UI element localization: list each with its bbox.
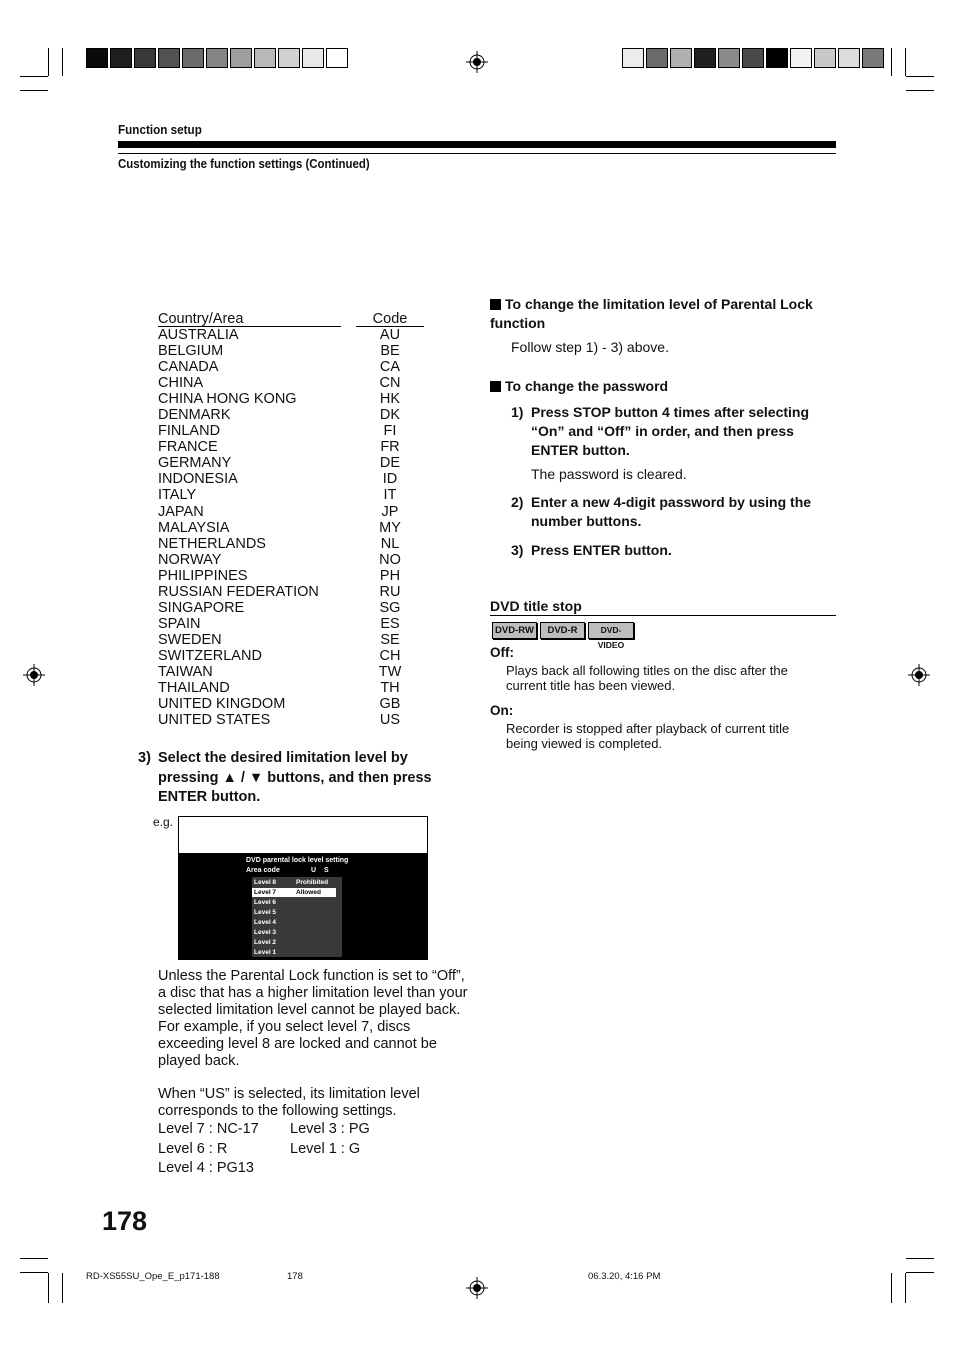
color-swatch [278,48,300,68]
registration-mark-icon [23,664,45,686]
table-row [158,375,424,391]
table-row [158,568,424,584]
bullet-square-icon [490,299,501,310]
color-swatch [646,48,668,68]
osd-level-list [252,877,342,957]
badge-dvd-rw: DVD-RW [492,622,537,639]
table-row [158,664,424,680]
color-swatch [86,48,108,68]
osd-level-status: Allowed [296,889,321,896]
color-swatch [158,48,180,68]
table-row [158,455,424,471]
crop-mark [891,48,892,76]
country-code: DK [379,407,401,424]
country-code: BE [380,343,400,360]
country-code: HK [379,391,401,408]
color-swatch [838,48,860,68]
country-code: TW [378,663,402,680]
color-swatch [254,48,276,68]
subsection-title: Customizing the function settings (Continued) [118,156,370,171]
country-name: NORWAY [158,551,222,568]
country-code: FI [383,423,397,440]
color-swatch [862,48,884,68]
country-code: AU [379,327,401,343]
on-description: Recorder is stopped after playback of current title being viewed is completed. [506,721,790,751]
country-code: CH [379,647,401,664]
table-row [158,536,424,552]
step-1-text: Press STOP button 4 times after selecting “On” and “Off” in order, and then press ENTER button. [531,404,810,458]
crop-mark [906,1272,934,1273]
country-code: DE [379,455,401,472]
osd-level-item[interactable] [252,918,342,927]
step-1-number: 1) [511,404,524,420]
off-label: Off: [490,645,514,660]
level-1-rating: Level 1 : G [290,1141,361,1157]
country-code: US [379,712,401,729]
heading-change-level [490,295,836,333]
table-row [158,696,424,712]
crop-mark [20,76,48,77]
crop-mark [905,1273,906,1303]
color-swatch [622,48,644,68]
country-name: RUSSIAN FEDERATION [158,583,319,600]
table-row [158,504,424,520]
country-name: UNITED STATES [158,712,271,729]
country-code: MY [379,519,401,536]
country-code-table [158,311,424,728]
country-name: AUSTRALIA [158,327,239,343]
column-header-country: Country/Area [158,311,341,327]
step-1-note: The password is cleared. [531,466,687,482]
registration-mark-icon [466,51,488,73]
table-row [158,616,424,632]
osd-title: DVD parental lock level setting [246,857,349,864]
crop-mark [20,90,48,91]
table-row [158,359,424,375]
country-code: CA [379,359,401,376]
country-name: PHILIPPINES [158,567,248,584]
crop-mark [906,90,934,91]
footer-filename: RD-XS55SU_Ope_E_p171-188 [86,1271,220,1282]
osd-level-status: Prohibited [296,879,329,886]
color-swatch [230,48,252,68]
country-code: ES [380,615,400,632]
step-2-number: 2) [511,494,524,510]
paragraph-parental-lock: Unless the Parental Lock function is set to “Off”, a disc that has a higher limitation level than your selected limitation level cannot be played back. For example, if you select level 7, discs exceeding level 8 are locked and cannot be played back. [158,968,468,1069]
country-name: CHINA HONG KONG [158,391,297,408]
example-label: e.g. [153,815,174,829]
osd-level-item[interactable] [252,938,342,947]
country-code: NO [379,551,401,568]
color-bar-left [86,48,350,68]
color-swatch [766,48,788,68]
heading-text: To change the limitation level of Parental Lock function [490,296,813,331]
country-code: GB [379,696,401,713]
color-swatch [182,48,204,68]
table-row [158,680,424,696]
osd-level-label: Level 3 [254,929,277,936]
footer-page: 178 [287,1271,303,1282]
country-code: FR [380,439,400,456]
color-swatch [694,48,716,68]
crop-mark [20,1258,48,1259]
osd-level-label: Level 6 [254,899,277,906]
country-name: THAILAND [158,680,230,697]
badge-dvd-video: DVD-VIDEO [588,622,634,639]
table-row [158,327,424,343]
color-swatch [814,48,836,68]
paragraph-us-levels: When “US” is selected, its limitation level corresponds to the following settings. [158,1086,420,1119]
table-row [158,471,424,487]
country-name: BELGIUM [158,343,224,360]
table-row [158,712,424,728]
badge-dvd-r: DVD-R [540,622,585,639]
table-row [158,520,424,536]
country-name: JAPAN [158,503,204,520]
dvd-title-rule [490,615,836,616]
crop-mark [891,1273,892,1303]
crop-mark [905,48,906,76]
country-name: CANADA [158,359,219,376]
color-swatch [302,48,324,68]
color-swatch [670,48,692,68]
osd-level-label: Level 5 [254,909,277,916]
header-rule [118,141,836,148]
crop-mark [906,76,934,77]
on-label: On: [490,703,514,718]
table-body [158,327,424,728]
osd-level-label: Level 4 [254,919,277,926]
table-row [158,439,424,455]
footer-date: 06.3.20, 4:16 PM [588,1271,661,1282]
table-row [158,391,424,407]
off-description: Plays back all following titles on the disc after the current title has been viewed. [506,663,788,693]
country-code: SE [380,631,400,648]
country-name: SWITZERLAND [158,647,262,664]
country-code: SG [379,599,401,616]
country-code: CN [379,375,401,392]
step-2-text: Enter a new 4-digit password by using the number buttons. [531,494,812,529]
country-code: NL [380,535,400,552]
dvd-title-stop-heading: DVD title stop [490,598,582,614]
table-header [158,311,424,327]
crop-mark [906,1258,934,1259]
level-3-rating: Level 3 : PG [290,1121,370,1137]
level-7-rating: Level 7 : NC-17 [158,1121,259,1137]
country-name: SWEDEN [158,631,222,648]
color-swatch [326,48,348,68]
country-name: FRANCE [158,439,218,456]
country-name: MALAYSIA [158,519,230,536]
step-text: Select the desired limitation level by pressing ▲ / ▼ buttons, and then press ENTER button. [158,750,432,805]
crop-mark [48,1273,49,1303]
color-swatch [718,48,740,68]
step-3-number: 3) [511,542,524,558]
country-name: GERMANY [158,455,232,472]
osd-level-item[interactable] [252,948,342,957]
bullet-square-icon [490,381,501,392]
table-row [158,423,424,439]
color-swatch [134,48,156,68]
crop-mark [62,48,63,76]
table-row [158,407,424,423]
country-name: CHINA [158,375,204,392]
table-row [158,552,424,568]
registration-mark-icon [908,664,930,686]
header-rule-thin [118,153,836,154]
osd-level-item[interactable] [252,878,342,887]
country-code: IT [383,487,397,504]
country-code: PH [379,567,401,584]
level-6-rating: Level 6 : R [158,1141,228,1157]
osd-area-label: Area code [246,867,280,874]
osd-level-item[interactable] [252,888,336,897]
country-name: INDONESIA [158,471,238,488]
level-4-rating: Level 4 : PG13 [158,1160,254,1176]
osd-level-label: Level 1 [254,949,277,956]
country-name: SINGAPORE [158,599,245,616]
osd-level-item[interactable] [252,898,342,907]
country-name: TAIWAN [158,663,213,680]
registration-mark-icon [466,1277,488,1299]
osd-panel [179,853,427,959]
osd-level-label: Level 7 [254,889,277,896]
crop-mark [62,1273,63,1303]
osd-level-label: Level 2 [254,939,277,946]
section-title: Function setup [118,122,202,137]
osd-level-item[interactable] [252,908,342,917]
osd-level-label: Level 8 [254,879,277,886]
table-row [158,648,424,664]
table-row [158,632,424,648]
heading-change-password [490,377,668,396]
table-row [158,584,424,600]
crop-mark [20,1272,48,1273]
table-row [158,487,424,503]
column-header-code: Code [356,311,424,327]
crop-mark [48,48,49,76]
table-row [158,600,424,616]
osd-example-screen [178,816,428,960]
color-swatch [790,48,812,68]
page-number: 178 [102,1206,148,1236]
country-name: SPAIN [158,615,201,632]
country-name: ITALY [158,487,197,504]
step-number: 3) [138,750,151,766]
color-swatch [206,48,228,68]
osd-level-item[interactable] [252,928,342,937]
color-swatch [742,48,764,68]
color-bar-right [622,48,886,68]
heading-text: To change the password [505,378,669,394]
country-name: DENMARK [158,407,231,424]
color-swatch [110,48,132,68]
country-code: JP [381,503,399,520]
country-code: TH [380,680,400,697]
country-name: FINLAND [158,423,221,440]
step-3-text: Press ENTER button. [531,542,672,558]
table-row [158,343,424,359]
osd-area-value: U S [311,867,332,874]
country-code: RU [379,583,401,600]
country-name: UNITED KINGDOM [158,696,286,713]
country-name: NETHERLANDS [158,535,266,552]
country-code: ID [382,471,398,488]
change-level-body: Follow step 1) - 3) above. [511,339,669,355]
